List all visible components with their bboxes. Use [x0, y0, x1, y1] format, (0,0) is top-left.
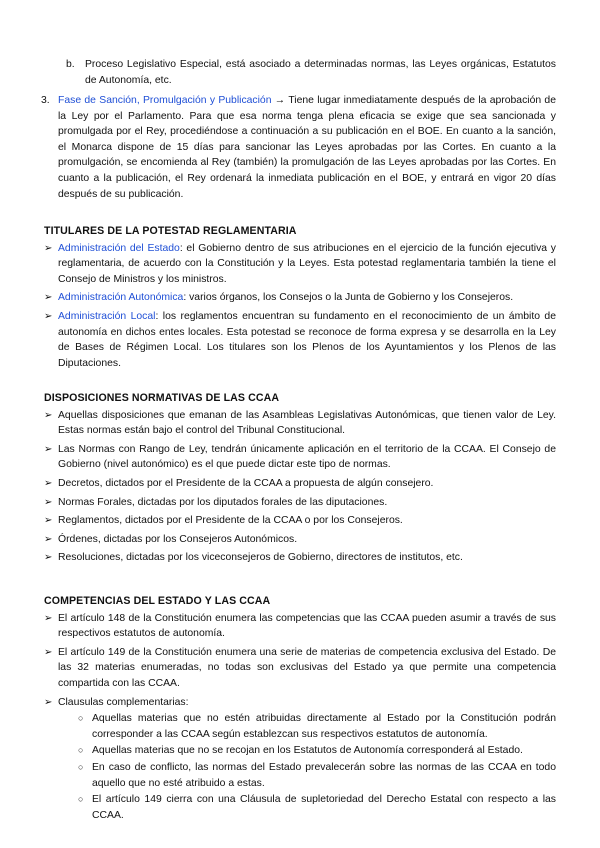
circle-bullet-icon: ○	[78, 761, 84, 772]
phase-link[interactable]: Fase de Sanción, Promulgación y Publicación	[58, 95, 272, 106]
sub-list-item	[44, 711, 556, 742]
arrow-bullet-icon: ➢	[44, 515, 53, 527]
list-item-text: El artículo 148 de la Constitución enumera las competencias que las CCAA pueden asumir a través de sus respectivos estatutos de autonomía.	[58, 612, 556, 640]
sub-list-item	[44, 760, 556, 791]
arrow-bullet-icon: ➢	[44, 552, 53, 564]
phase-description: Tiene lugar inmediatamente después de la aprobación de la Ley por el Parlamento. Para que esa norma tenga plena eficacia se exige que sea sancionada y promulgada por el Rey, procediéndose a continuación a su publicación en el BOE. En cuanto a la sanción, el Monarca dispone de 15 días para sancionar las Leyes aprobadas por las Cortes. En cuanto a la promulgación, se encomienda al Rey (también) la promulgación de las Leyes aprobadas por las Cortes. En cuanto a la publicación, el Rey ordenará la inmediata publicación en el BOE, y entrará en vigor 20 días después de su publicación.	[58, 95, 556, 200]
list-item	[44, 513, 556, 529]
circle-bullet-icon: ○	[78, 745, 84, 756]
list-item-text: Clausulas complementarias:	[58, 696, 189, 708]
administration-link[interactable]: Administración Autonómica	[58, 292, 184, 304]
list-item	[44, 408, 556, 439]
list-item-text: Las Normas con Rango de Ley, tendrán únicamente aplicación en el territorio de la CCAA. El Consejo de Gobierno (nivel autonómico) es el que puede dictar este tipo de normas.	[58, 443, 556, 471]
list-item	[44, 442, 556, 473]
administration-link[interactable]: Administración Local	[58, 310, 156, 322]
sub-list-item-text: El artículo 149 cierra con una Cláusula de supletoriedad del Derecho Estatal con respecto a las CCAA.	[92, 794, 556, 821]
section-heading: COMPETENCIAS DEL ESTADO Y LAS CCAA	[44, 595, 271, 607]
arrow-bullet-icon: ➢	[44, 646, 53, 658]
list-item-text: Normas Forales, dictadas por los diputados forales de las diputaciones.	[58, 496, 388, 508]
list-item	[44, 645, 556, 692]
sub-list-item	[44, 743, 556, 759]
section-competencias	[44, 594, 556, 824]
arrow-bullet-icon: ➢	[44, 496, 53, 508]
list-item	[44, 309, 556, 371]
section-heading: TITULARES DE LA POTESTAD REGLAMENTARIA	[44, 225, 297, 237]
arrow-bullet-icon: ➢	[44, 612, 53, 624]
section-titulares	[44, 224, 556, 374]
list-item	[44, 476, 556, 492]
arrow-bullet-icon: ➢	[44, 242, 53, 254]
list-item-text: Órdenes, dictadas por los Consejeros Autonómicos.	[58, 533, 298, 545]
list-item-text: : los reglamentos encuentran su fundamento en el reconocimiento de un ámbito de autonomía en dichos entes locales. Esta potestad se reconoce de forma expresa y se desarrolla en la Ley de Bases de Régimen Local. Los titulares son los Plenos de los Ayuntamientos y los Plenos de las Diputaciones.	[58, 310, 556, 369]
list-item-text: Proceso Legislativo Especial, está asociado a determinadas normas, las Leyes orgánicas, Estatutos de Autonomía, etc.	[85, 59, 556, 86]
arrow-bullet-icon: ➢	[44, 310, 53, 322]
arrow-bullet-icon: ➢	[44, 292, 53, 304]
list-item-text: : el Gobierno dentro de sus atribuciones en el ejercicio de la función ejecutiva y reglamentaria, de acuerdo con la Constitución y la Leyes. Esta potestad reglamentaria también la tiene el Consejo de Ministros y los ministros.	[58, 242, 556, 285]
list-marker: b.	[66, 59, 75, 70]
sub-list-item-text: Aquellas materias que no estén atribuidas directamente al Estado por la Constitución podrán corresponder a las CCAA según establezcan sus respectivos estatutos de autonomía.	[92, 713, 556, 740]
section-heading: DISPOSICIONES NORMATIVAS DE LAS CCAA	[44, 392, 280, 404]
list-item	[44, 495, 556, 511]
circle-bullet-icon: ○	[78, 794, 84, 805]
list-item-text: Decretos, dictados por el Presidente de la CCAA a propuesta de algún consejero.	[58, 477, 434, 489]
list-item	[44, 695, 556, 711]
circle-bullet-icon: ○	[78, 713, 84, 724]
list-item-text	[58, 93, 556, 202]
list-item-text: Reglamentos, dictados por el Presidente de la CCAA o por los Consejeros.	[58, 515, 403, 527]
list-item-text: Aquellas disposiciones que emanan de las Asambleas Legislativas Autonómicas, que tienen valor de Ley. Estas normas están bajo el control del Tribunal Constitucional.	[58, 409, 556, 437]
list-item	[44, 611, 556, 642]
list-item-text: : varios órganos, los Consejos o la Junta de Gobierno y los Consejeros.	[183, 292, 514, 304]
arrow-bullet-icon: ➢	[44, 696, 53, 708]
list-item-b	[66, 57, 556, 88]
list-marker: 3.	[41, 95, 50, 106]
section-disposiciones	[44, 391, 556, 569]
arrow-bullet-icon: ➢	[44, 443, 53, 455]
sub-list-item	[44, 792, 556, 823]
administration-link[interactable]: Administración del Estado	[58, 242, 180, 254]
arrow-bullet-icon: ➢	[44, 477, 53, 489]
list-item-text: El artículo 149 de la Constitución enumera una serie de materias de competencia exclusiva del Estado. De las 32 materias enumeradas, no todas son exclusivas del Estado ya que permite una competencia compartida con las CCAA.	[58, 646, 556, 689]
list-item-3	[41, 93, 556, 202]
list-item	[44, 532, 556, 548]
list-item-text: Resoluciones, dictadas por los viceconsejeros de Gobierno, directores de institutos, etc.	[58, 552, 463, 564]
arrow-bullet-icon: ➢	[44, 533, 53, 545]
arrow-bullet-icon: ➢	[44, 409, 53, 421]
sub-list-item-text: En caso de conflicto, las normas del Estado prevalecerán sobre las normas de las CCAA en todo aquello que no esté atribuido a estas.	[92, 761, 556, 789]
sub-list-item-text: Aquellas materias que no se recojan en los Estatutos de Autonomía corresponderá al Estado.	[92, 745, 523, 757]
arrow-icon: →	[274, 95, 286, 106]
list-item	[44, 241, 556, 288]
list-item	[44, 550, 556, 566]
list-item	[44, 290, 556, 306]
